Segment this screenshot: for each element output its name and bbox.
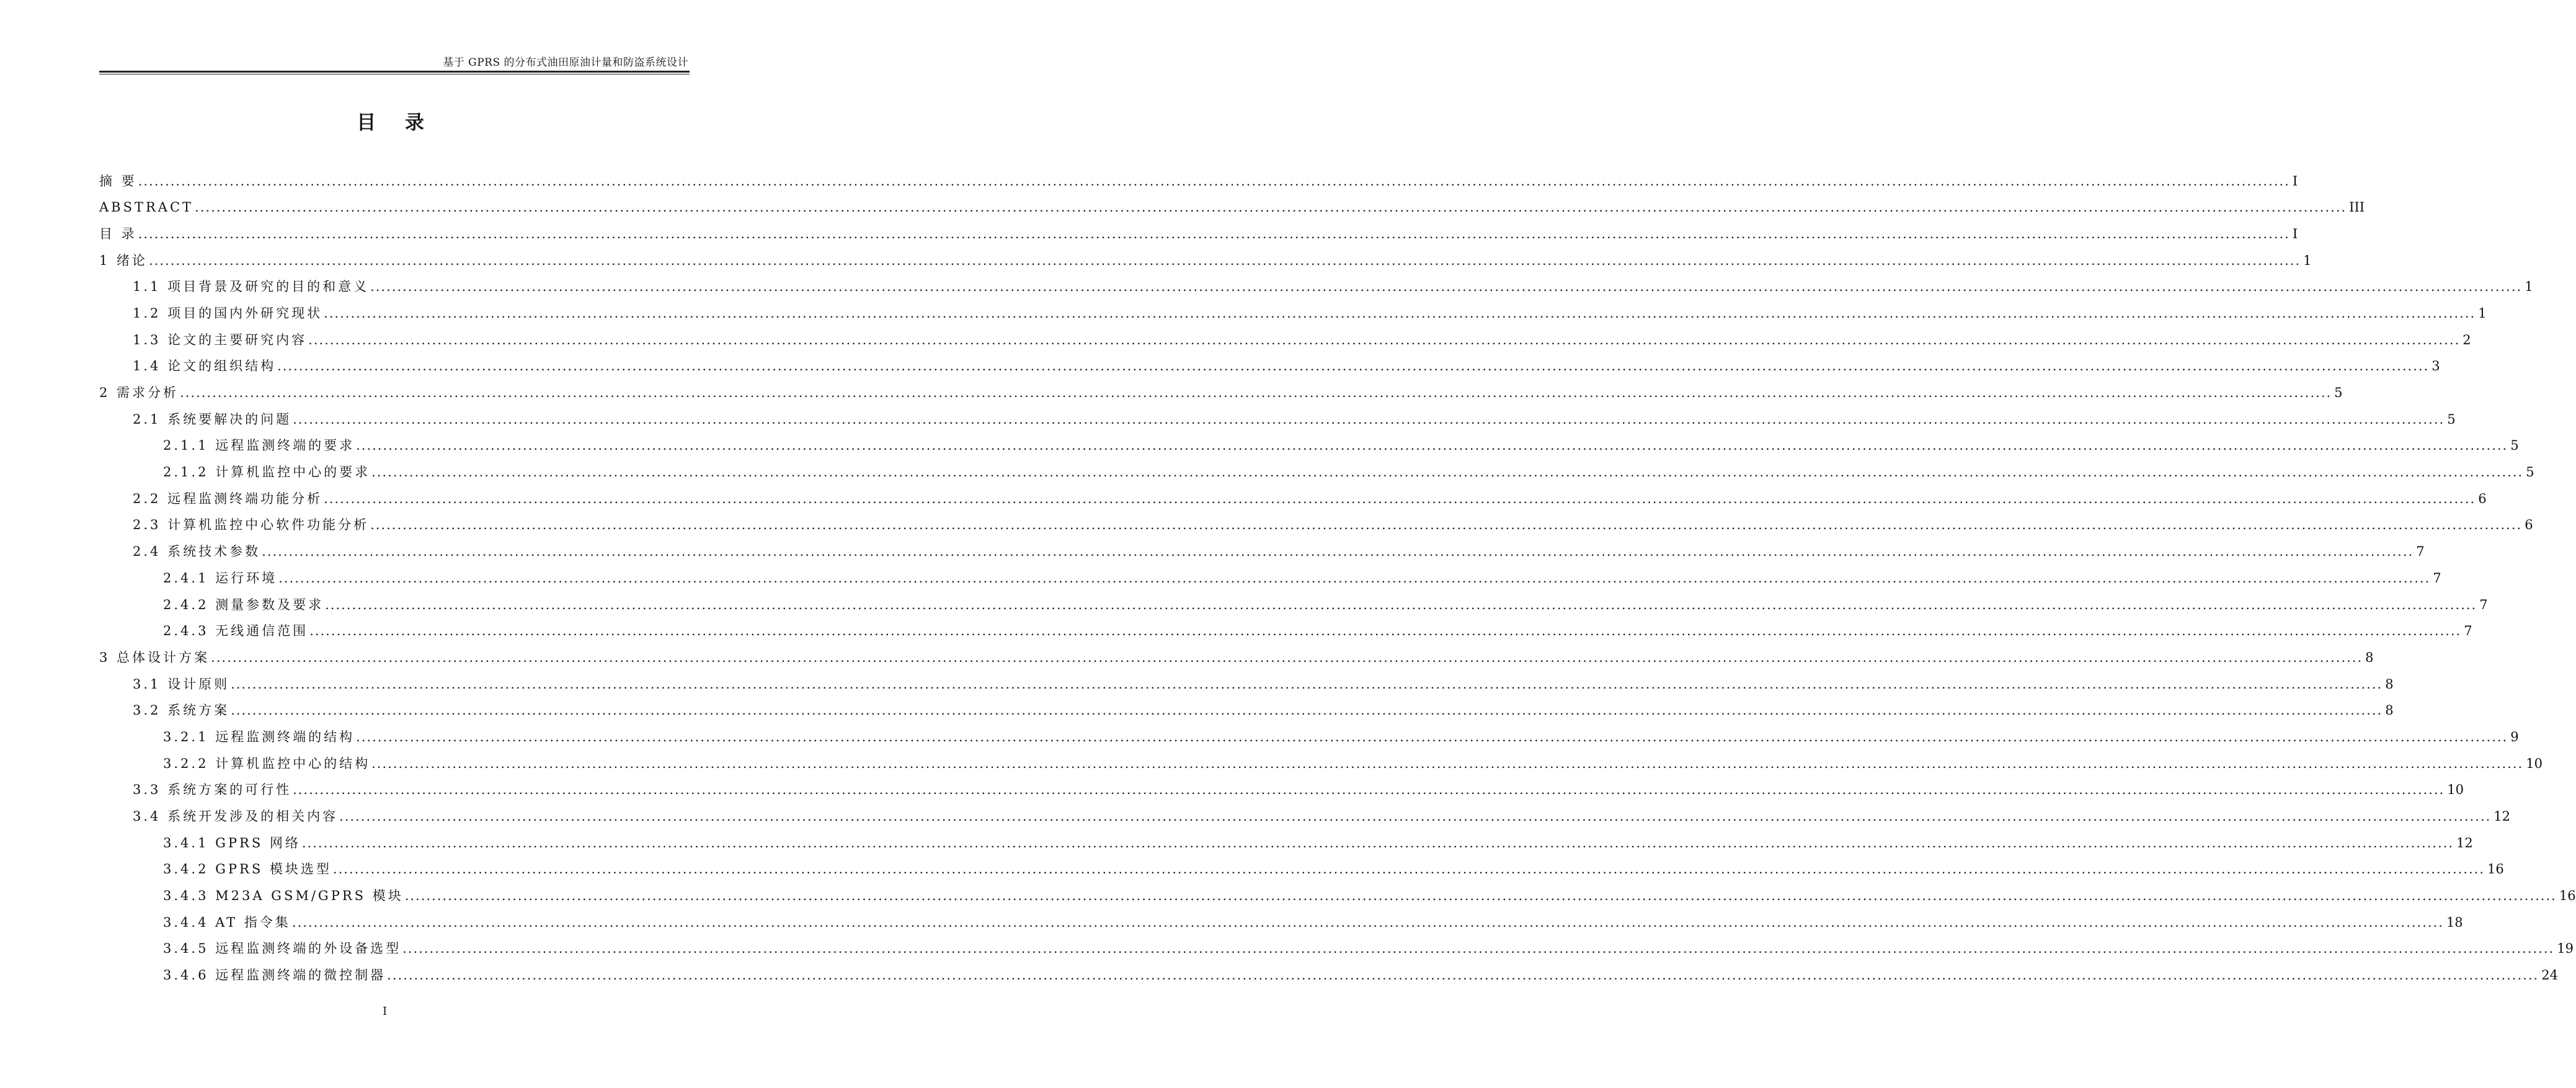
toc-entry-page: 9	[2510, 729, 2519, 744]
toc-entry[interactable]	[99, 666, 2394, 692]
toc-dot-leader: ................................................................................................................................................................................................................................................................................................................................................................................................................	[370, 279, 2523, 295]
toc-entry-page: 19	[2557, 941, 2574, 956]
toc-entry[interactable]	[99, 163, 2298, 189]
toc-entry[interactable]	[99, 930, 2574, 957]
toc-dot-leader: ................................................................................................................................................................................................................................................................................................................................................................................................................	[262, 544, 2414, 560]
toc-entry-label: 3.2.1 远程监测终端的结构	[163, 729, 355, 744]
toc-dot-leader: ................................................................................................................................................................................................................................................................................................................................................................................................................	[231, 676, 2383, 692]
toc-entry-page: 2	[2463, 332, 2471, 347]
toc-dot-leader: ................................................................................................................................................................................................................................................................................................................................................................................................................	[138, 173, 2290, 189]
toc-entry[interactable]	[99, 215, 2298, 242]
toc-entry[interactable]	[99, 957, 2558, 984]
toc-entry[interactable]	[99, 454, 2534, 481]
toc-dot-leader: ................................................................................................................................................................................................................................................................................................................................................................................................................	[371, 756, 2524, 771]
toc-entry-page: 7	[2416, 544, 2425, 560]
toc-entry-page: 5	[2447, 411, 2456, 427]
toc-entry-page: I	[2292, 226, 2298, 241]
toc-entry-label: 2.4 系统技术参数	[133, 544, 261, 560]
toc-dot-leader: ................................................................................................................................................................................................................................................................................................................................................................................................................	[308, 332, 2461, 347]
page-number: I	[382, 1005, 388, 1018]
toc-dot-leader: ................................................................................................................................................................................................................................................................................................................................................................................................................	[332, 862, 2485, 877]
toc-entry-page: 12	[2456, 835, 2473, 850]
toc-entry-page: 16	[2487, 862, 2504, 877]
toc-dot-leader: ................................................................................................................................................................................................................................................................................................................................................................................................................	[149, 252, 2301, 268]
toc-entry[interactable]	[99, 375, 2343, 401]
toc-entry-label: 3.1 设计原则	[133, 676, 230, 692]
toc-entry-page: 12	[2494, 809, 2510, 824]
toc-entry[interactable]	[99, 851, 2504, 878]
toc-entry-label: 2.1.2 计算机监控中心的要求	[163, 465, 371, 480]
toc-entry-page: 8	[2385, 703, 2394, 718]
toc-dot-leader: ................................................................................................................................................................................................................................................................................................................................................................................................................	[211, 649, 2363, 665]
toc-entry[interactable]	[99, 348, 2440, 375]
toc-entry-label: 2.4.1 运行环境	[163, 570, 278, 586]
toc-entry-page: 16	[2559, 888, 2576, 904]
toc-entry-label: 3.2 系统方案	[133, 703, 230, 718]
toc-entry[interactable]	[99, 718, 2519, 745]
toc-entry-page: 7	[2433, 570, 2441, 586]
header-rule-thick	[99, 71, 690, 73]
toc-entry-label: 3.2.2 计算机监控中心的结构	[163, 756, 371, 771]
toc-entry-page: 10	[2526, 756, 2543, 771]
toc-dot-leader: ................................................................................................................................................................................................................................................................................................................................................................................................................	[339, 809, 2492, 824]
toc-entry[interactable]	[99, 878, 2576, 904]
toc-dot-leader: ................................................................................................................................................................................................................................................................................................................................................................................................................	[387, 968, 2539, 983]
running-header: 基于 GPRS 的分布式油田原油计量和防盗系统设计	[443, 56, 688, 69]
toc-dot-leader: ................................................................................................................................................................................................................................................................................................................................................................................................................	[370, 517, 2523, 533]
toc-entry-label: 摘 要	[99, 173, 137, 189]
toc-dot-leader: ................................................................................................................................................................................................................................................................................................................................................................................................................	[309, 623, 2462, 639]
toc-dot-leader: ................................................................................................................................................................................................................................................................................................................................................................................................................	[231, 703, 2383, 718]
toc-entry-label: 1.2 项目的国内外研究现状	[133, 305, 323, 321]
toc-dot-leader: ................................................................................................................................................................................................................................................................................................................................................................................................................	[293, 411, 2445, 427]
toc-entry-label: 3.3 系统方案的可行性	[133, 782, 292, 798]
toc-entry-label: 2.3 计算机监控中心软件功能分析	[133, 517, 370, 533]
toc-entry-label: ABSTRACT	[99, 200, 194, 215]
toc-dot-leader: ................................................................................................................................................................................................................................................................................................................................................................................................................	[293, 782, 2445, 798]
toc-entry-page: 7	[2479, 597, 2488, 612]
toc-dot-leader: ................................................................................................................................................................................................................................................................................................................................................................................................................	[180, 385, 2332, 400]
toc-entry[interactable]	[99, 560, 2441, 586]
toc-entry-label: 3.4.4 AT 指令集	[163, 914, 291, 930]
toc-entry-label: 3.4.1 GPRS 网络	[163, 835, 301, 850]
toc-entry-label: 1.3 论文的主要研究内容	[133, 332, 308, 347]
toc-entry-label: 3.4.2 GPRS 模块选型	[163, 862, 332, 877]
toc-entry-page: I	[2292, 173, 2298, 189]
toc-entry[interactable]	[99, 772, 2464, 798]
toc-entry[interactable]	[99, 692, 2394, 719]
toc-entry[interactable]	[99, 586, 2488, 613]
toc-entry-page: 5	[2510, 438, 2519, 453]
toc-entry[interactable]	[99, 745, 2543, 772]
toc-entry-label: 3.4.5 远程监测终端的外设备选型	[163, 941, 402, 956]
toc-entry-label: 1 绪论	[99, 252, 148, 268]
toc-entry-label: 2.1 系统要解决的问题	[133, 411, 292, 427]
toc-entry-label: 3.4.6 远程监测终端的微控制器	[163, 968, 386, 983]
toc-entry[interactable]	[99, 401, 2456, 427]
toc-entry-label: 2.1.1 远程监测终端的要求	[163, 438, 355, 453]
toc-dot-leader: ................................................................................................................................................................................................................................................................................................................................................................................................................	[301, 835, 2454, 850]
toc-entry[interactable]	[99, 904, 2463, 930]
toc-entry[interactable]	[99, 427, 2519, 454]
toc-entry[interactable]	[99, 242, 2312, 269]
toc-dot-leader: ................................................................................................................................................................................................................................................................................................................................................................................................................	[404, 888, 2557, 904]
toc-entry-page: 10	[2447, 782, 2464, 798]
toc-dot-leader: ................................................................................................................................................................................................................................................................................................................................................................................................................	[195, 200, 2347, 215]
toc-entry[interactable]	[99, 269, 2533, 295]
toc-dot-leader: ................................................................................................................................................................................................................................................................................................................................................................................................................	[278, 570, 2431, 586]
toc-entry-page: 5	[2334, 385, 2343, 400]
toc-dot-leader: ................................................................................................................................................................................................................................................................................................................................................................................................................	[138, 226, 2290, 241]
toc-entry-page: 8	[2365, 649, 2374, 665]
toc-entry[interactable]	[99, 189, 2365, 216]
toc-entry-page: III	[2349, 200, 2365, 215]
table-of-contents	[99, 163, 2576, 983]
toc-entry-label: 2.2 远程监测终端功能分析	[133, 491, 323, 506]
toc-entry-page: 3	[2432, 359, 2440, 374]
toc-entry[interactable]	[99, 639, 2374, 666]
toc-entry[interactable]	[99, 824, 2473, 851]
toc-title: 目 录	[357, 112, 435, 134]
toc-entry-label: 1.4 论文的组织结构	[133, 359, 277, 374]
toc-entry-label: 2 需求分析	[99, 385, 179, 400]
toc-dot-leader: ................................................................................................................................................................................................................................................................................................................................................................................................................	[402, 941, 2555, 956]
toc-entry-page: 18	[2446, 914, 2463, 930]
toc-entry-page: 1	[2303, 252, 2312, 268]
toc-entry[interactable]	[99, 507, 2533, 533]
toc-dot-leader: ................................................................................................................................................................................................................................................................................................................................................................................................................	[356, 729, 2508, 744]
toc-entry[interactable]	[99, 480, 2487, 507]
toc-entry-label: 2.4.3 无线通信范围	[163, 623, 309, 639]
toc-entry-label: 3 总体设计方案	[99, 649, 210, 665]
toc-dot-leader: ................................................................................................................................................................................................................................................................................................................................................................................................................	[324, 305, 2476, 321]
toc-entry[interactable]	[99, 533, 2425, 560]
toc-entry-label: 1.1 项目背景及研究的目的和意义	[133, 279, 370, 295]
toc-entry[interactable]	[99, 295, 2487, 321]
toc-dot-leader: ................................................................................................................................................................................................................................................................................................................................................................................................................	[324, 491, 2476, 506]
toc-entry-page: 6	[2525, 517, 2533, 533]
toc-dot-leader: ................................................................................................................................................................................................................................................................................................................................................................................................................	[277, 359, 2430, 374]
toc-dot-leader: ................................................................................................................................................................................................................................................................................................................................................................................................................	[291, 914, 2444, 930]
toc-entry-page: 5	[2526, 465, 2534, 480]
toc-entry-page: 1	[2525, 279, 2533, 295]
toc-entry-page: 8	[2385, 676, 2394, 692]
toc-entry-page: 24	[2541, 968, 2558, 983]
toc-entry[interactable]	[99, 798, 2510, 825]
toc-entry[interactable]	[99, 321, 2471, 348]
toc-entry[interactable]	[99, 613, 2472, 640]
toc-dot-leader: ................................................................................................................................................................................................................................................................................................................................................................................................................	[325, 597, 2477, 612]
toc-entry-page: 7	[2464, 623, 2472, 639]
toc-entry-label: 目 录	[99, 226, 137, 241]
toc-entry-page: 1	[2478, 305, 2487, 321]
toc-dot-leader: ................................................................................................................................................................................................................................................................................................................................................................................................................	[356, 438, 2508, 453]
toc-entry-label: 3.4.3 M23A GSM/GPRS 模块	[163, 888, 404, 904]
toc-entry-label: 3.4 系统开发涉及的相关内容	[133, 809, 339, 824]
toc-entry-page: 6	[2478, 491, 2487, 506]
toc-entry-label: 2.4.2 测量参数及要求	[163, 597, 324, 612]
toc-dot-leader: ................................................................................................................................................................................................................................................................................................................................................................................................................	[371, 465, 2524, 480]
